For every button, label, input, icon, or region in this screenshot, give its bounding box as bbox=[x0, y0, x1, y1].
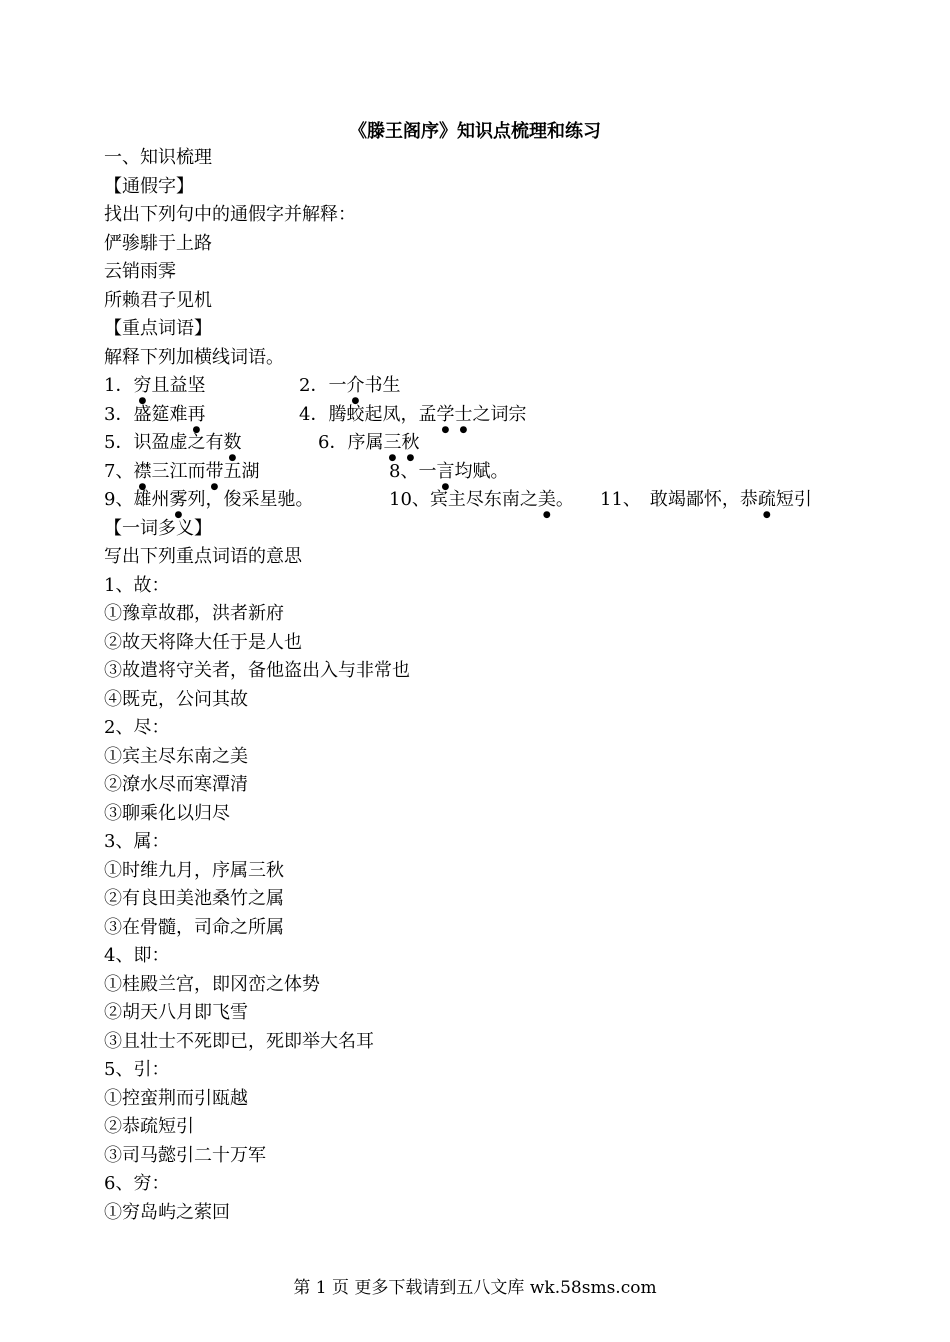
vocab-item: 1．穷且益坚 bbox=[104, 375, 206, 396]
tongjiazi-item: 俨骖騑于上路 bbox=[104, 232, 212, 254]
word-heading: 1、故： bbox=[104, 574, 170, 596]
example-sentence: ①时维九月，序属三秋 bbox=[104, 859, 284, 881]
vocab-item: 3．盛筵难再 bbox=[104, 403, 206, 425]
tongjiazi-item: 云销雨霁 bbox=[104, 261, 176, 282]
example-sentence: ③故遣将守关者，备他盗出入与非常也 bbox=[104, 660, 410, 681]
vocab-item: 6．序属三秋 bbox=[318, 432, 420, 453]
example-sentence: ②有良田美池桑竹之属 bbox=[104, 888, 284, 909]
tongjiazi-instruction: 找出下列句中的通假字并解释： bbox=[104, 204, 356, 225]
example-sentence: ④既克，公问其故 bbox=[104, 688, 248, 710]
page-title: 《滕王阁序》知识点梳理和练习 bbox=[349, 121, 601, 142]
example-sentence: ③且壮士不死即已，死即举大名耳 bbox=[104, 1030, 374, 1052]
example-sentence: ①宾主尽东南之美 bbox=[104, 745, 248, 767]
vocab-item: 8、一言均赋。 bbox=[389, 460, 509, 482]
vocab-item: 11、 敢竭鄙怀，恭疏短引 bbox=[600, 489, 812, 510]
example-sentence: ③聊乘化以归尽 bbox=[104, 802, 230, 824]
vocab-item: 9、雄州雾列，俊采星驰。 bbox=[104, 489, 314, 510]
page-footer: 第 1 页 更多下载请到五八文库 wk.58sms.com bbox=[293, 1278, 657, 1298]
vocab-item: 5．识盈虚之有数 bbox=[104, 432, 242, 453]
example-sentence: ③司马懿引二十万军 bbox=[104, 1144, 266, 1166]
word-heading: 2、尽： bbox=[104, 717, 170, 738]
example-sentence: ②故天将降大任于是人也 bbox=[104, 631, 302, 653]
example-sentence: ①豫章故郡，洪者新府 bbox=[104, 603, 284, 624]
example-sentence: ①控蛮荆而引瓯越 bbox=[104, 1087, 248, 1109]
word-heading: 5、引： bbox=[104, 1059, 170, 1080]
word-heading: 3、属： bbox=[104, 831, 170, 852]
yiciduoyi-instruction: 写出下列重点词语的意思 bbox=[104, 546, 302, 567]
example-sentence: ①桂殿兰宫，即冈峦之体势 bbox=[104, 973, 320, 995]
vocab-row bbox=[104, 401, 884, 430]
tongjiazi-item: 所赖君子见机 bbox=[104, 289, 212, 311]
vocab-item: 4．腾蛟起凤，孟学士之词宗 bbox=[299, 403, 527, 425]
document-body bbox=[104, 144, 884, 1227]
yiciduoyi-header: 【一词多义】 bbox=[104, 517, 212, 539]
vocab-item: 7、襟三江而带五湖 bbox=[104, 460, 260, 482]
section-heading: 一、知识梳理 bbox=[104, 147, 212, 168]
example-sentence: ①穷岛屿之萦回 bbox=[104, 1201, 230, 1223]
vocab-row bbox=[104, 458, 884, 487]
word-heading: 4、即： bbox=[104, 945, 170, 966]
vocab-row bbox=[104, 486, 884, 515]
example-sentence: ②潦水尽而寒潭清 bbox=[104, 774, 248, 795]
example-sentence: ②胡天八月即飞雪 bbox=[104, 1002, 248, 1023]
example-sentence: ②恭疏短引 bbox=[104, 1116, 194, 1137]
zhongdian-header: 【重点词语】 bbox=[104, 318, 212, 339]
zhongdian-instruction: 解释下列加横线词语。 bbox=[104, 346, 284, 368]
tongjiazi-header: 【通假字】 bbox=[104, 175, 194, 197]
vocab-row bbox=[104, 429, 884, 458]
vocab-item: 2．一介书生 bbox=[299, 375, 401, 396]
example-sentence: ③在骨髓，司命之所属 bbox=[104, 916, 284, 938]
word-heading: 6、穷： bbox=[104, 1173, 170, 1194]
vocab-row bbox=[104, 372, 884, 401]
vocab-item: 10、宾主尽东南之美。 bbox=[389, 489, 574, 510]
